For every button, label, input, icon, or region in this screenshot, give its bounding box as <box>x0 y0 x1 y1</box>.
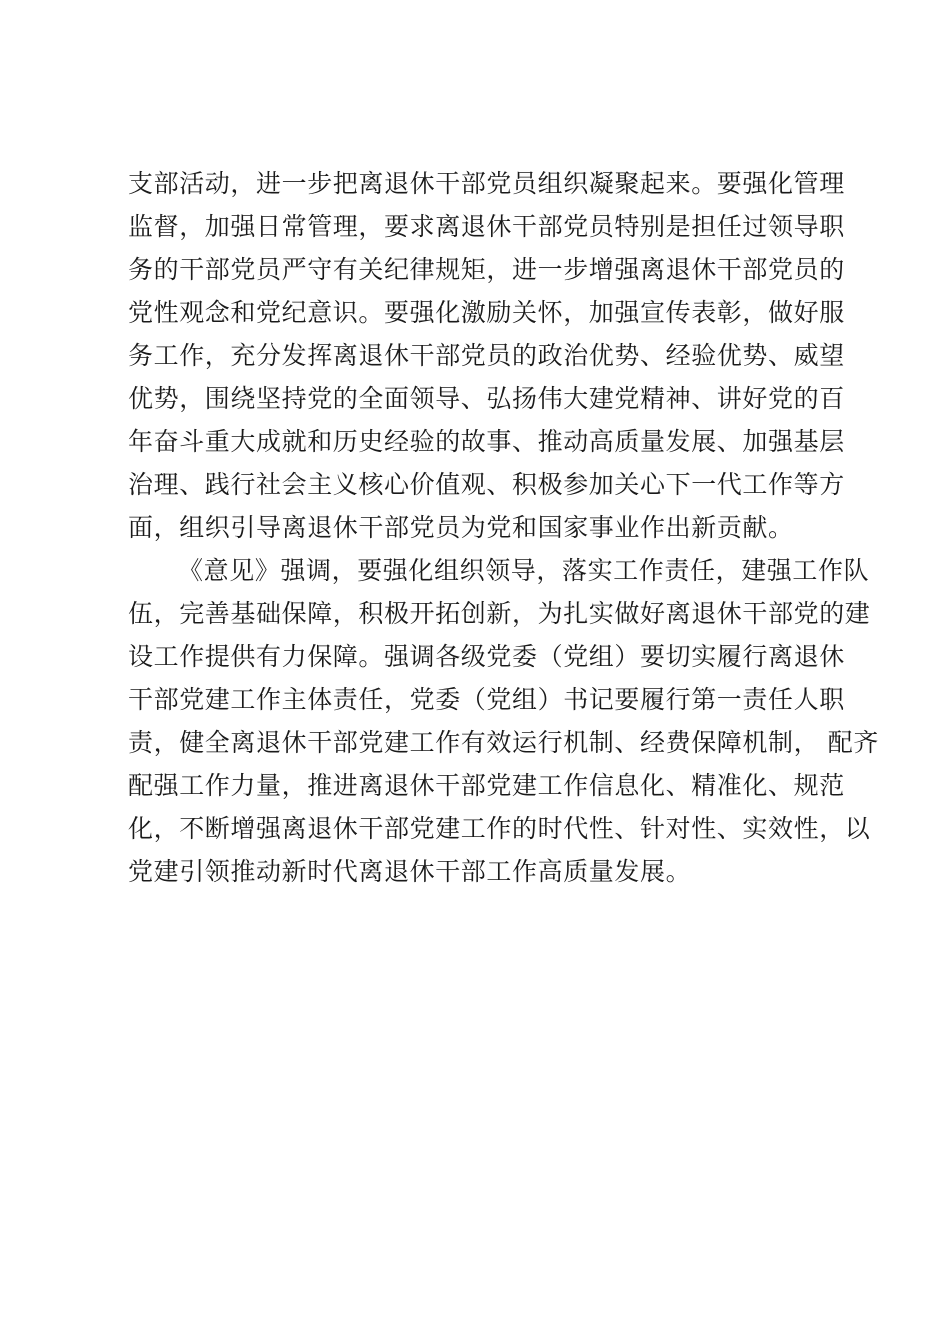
text-line: 党性观念和党纪意识。要强化激励关怀，加强宣传表彰，做好服 <box>128 298 845 327</box>
text-line: 化，不断增强离退休干部党建工作的时代性、针对性、实效性，以 <box>128 814 871 843</box>
text-line: 务的干部党员严守有关纪律规矩，进一步增强离退休干部党员的 <box>128 255 845 284</box>
text-line: 监督，加强日常管理，要求离退休干部党员特别是担任过领导职 <box>128 212 845 241</box>
document-body <box>128 162 879 893</box>
paragraph-first-line: 《意见》强调，要强化组织领导，落实工作责任，建强工作队 <box>178 556 870 585</box>
text-line: 治理、践行社会主义核心价值观、积极参加关心下一代工作等方 <box>128 470 845 499</box>
text-line: 年奋斗重大成就和历史经验的故事、推动高质量发展、加强基层 <box>128 427 845 456</box>
text-line: 务工作，充分发挥离退休干部党员的政治优势、经验优势、威望 <box>128 341 845 370</box>
text-line: 支部活动，进一步把离退休干部党员组织凝聚起来。要强化管理 <box>128 169 845 198</box>
text-line: 配强工作力量，推进离退休干部党建工作信息化、精准化、规范 <box>128 771 845 800</box>
text-line: 党建引领推动新时代离退休干部工作高质量发展。 <box>128 857 692 886</box>
text-line: 干部党建工作主体责任，党委（党组）书记要履行第一责任人职 <box>128 685 845 714</box>
text-line: 设工作提供有力保障。强调各级党委（党组）要切实履行离退休 <box>128 642 845 671</box>
text-line: 面，组织引导离退休干部党员为党和国家事业作出新贡献。 <box>128 513 794 542</box>
text-line: 伍，完善基础保障，积极开拓创新，为扎实做好离退休干部党的建 <box>128 599 871 628</box>
text-line: 责，健全离退休干部党建工作有效运行机制、经费保障机制， 配齐 <box>128 728 879 757</box>
text-line: 优势，围绕坚持党的全面领导、弘扬伟大建党精神、讲好党的百 <box>128 384 845 413</box>
